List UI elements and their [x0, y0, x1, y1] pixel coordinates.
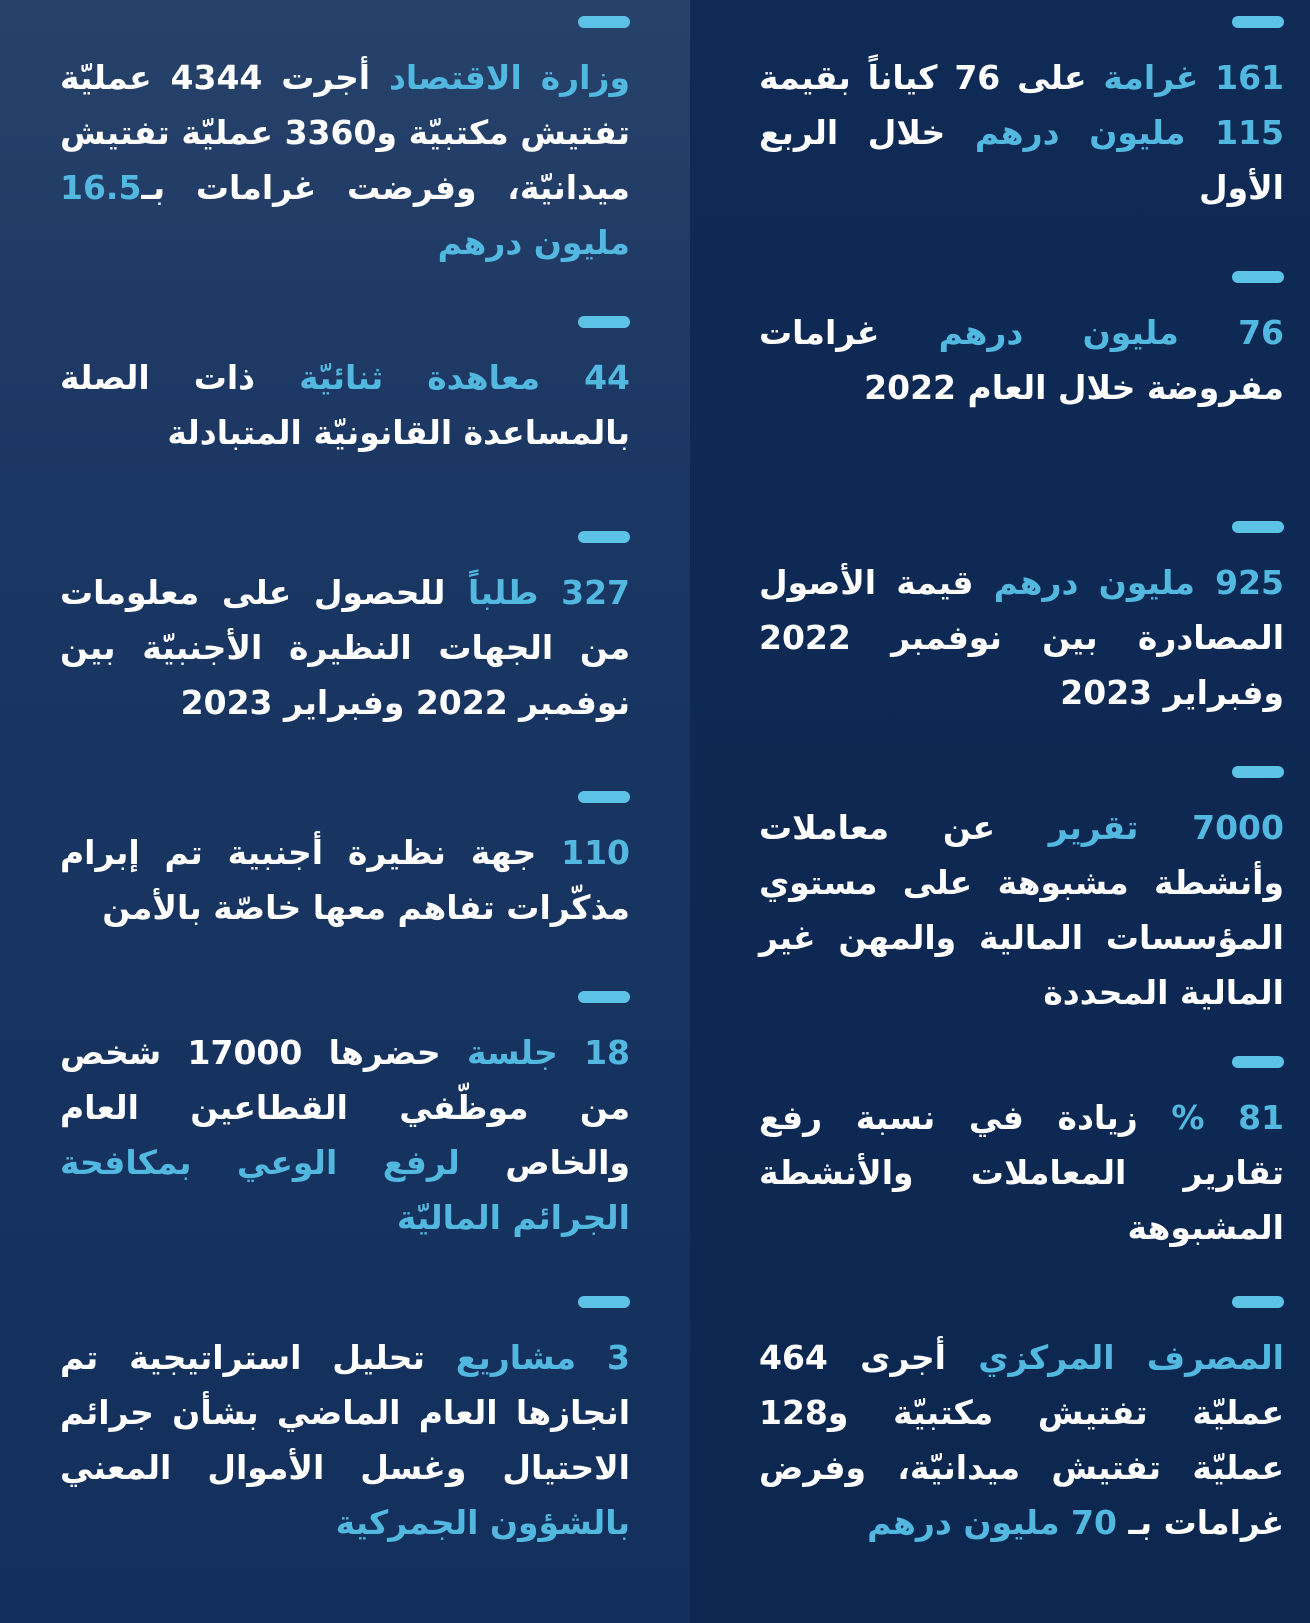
stat-fines-q1 [759, 50, 1284, 215]
stat-highlight-end: بالشؤون الجمركية [335, 1503, 630, 1542]
stat-highlight: 925 مليون درهم [993, 563, 1284, 602]
stat-awareness-sessions [60, 1025, 630, 1245]
stat-text: عن معاملات وأنشطة مشبوهة على مستوي المؤسسات المالية والمهن غير المالية المحددة [759, 808, 1284, 1012]
stat-confiscated-assets [759, 555, 1284, 720]
stat-text: على 76 كياناً بقيمة [759, 58, 1104, 97]
marker-bar [578, 791, 630, 803]
marker-bar [1232, 521, 1284, 533]
stat-highlight-end: 115 مليون درهم [974, 113, 1284, 152]
marker-bar [1232, 766, 1284, 778]
stat-fines-2022 [759, 305, 1284, 415]
right-column [690, 0, 1310, 1623]
stat-text: أجرت 4344 عمليّة تفتيش مكتبيّة و3360 عمليّة تفتيش ميدانيّة، وفرضت غرامات بـ [60, 58, 630, 207]
stat-highlight: 44 معاهدة ثنائيّة [299, 358, 631, 397]
stat-highlight: 3 مشاريع [455, 1338, 630, 1377]
stat-information-requests [60, 565, 630, 730]
stat-suspicious-reports [759, 800, 1284, 1020]
stat-text: زيادة في نسبة رفع تقارير المعاملات والأنشطة المشبوهة [759, 1098, 1284, 1247]
stat-highlight: 7000 تقرير [1048, 808, 1284, 847]
stat-text: تحليل استراتيجية تم انجازها العام الماضي بشأن جرائم الاحتيال وغسل الأموال المعني [60, 1338, 630, 1487]
stat-text: غرامات مفروضة خلال العام 2022 [759, 313, 1284, 407]
stat-text-end: خلال الربع الأول [759, 113, 1284, 207]
stat-highlight: 76 مليون درهم [938, 313, 1284, 352]
stat-text: ذات الصلة بالمساعدة القانونيّة المتبادلة [60, 358, 630, 452]
marker-bar [1232, 1296, 1284, 1308]
marker-bar [1232, 1056, 1284, 1068]
stat-reporting-increase [759, 1090, 1284, 1255]
stat-highlight: وزارة الاقتصاد [388, 58, 630, 97]
stat-highlight: 18 جلسة [466, 1033, 630, 1072]
stat-highlight-end: لرفع الوعي بمكافحة الجرائم الماليّة [60, 1143, 630, 1237]
stat-economy-ministry [60, 50, 630, 270]
marker-bar [578, 531, 630, 543]
marker-bar [1232, 271, 1284, 283]
stat-highlight: 81 % [1171, 1098, 1285, 1137]
marker-bar [578, 991, 630, 1003]
marker-bar [578, 1296, 630, 1308]
stat-highlight: 327 طلباً [468, 573, 631, 612]
stat-text: أجرى 464 عمليّة تفتيش مكتبيّة و128 عمليّة تفتيش ميدانيّة، وفرض غرامات بـ [759, 1338, 1284, 1542]
stat-foreign-counterparts [60, 825, 630, 935]
stat-highlight-end: 70 مليون درهم [867, 1503, 1117, 1542]
stat-text: للحصول على معلومات من الجهات النظيرة الأجنبيّة بين نوفمبر 2022 وفبراير 2023 [60, 573, 630, 722]
stat-highlight: 161 غرامة [1103, 58, 1284, 97]
stat-bilateral-treaties [60, 350, 630, 460]
stat-highlight-end: 16.5 مليون درهم [60, 168, 630, 262]
marker-bar [1232, 16, 1284, 28]
stat-highlight: المصرف المركزي [978, 1338, 1284, 1377]
stat-text: جهة نظيرة أجنبية تم إبرام مذكّرات تفاهم معها خاصّة بالأمن [60, 833, 630, 927]
stat-central-bank [759, 1330, 1284, 1550]
marker-bar [578, 16, 630, 28]
marker-bar [578, 316, 630, 328]
stat-strategic-projects [60, 1330, 630, 1550]
stat-highlight: 110 [561, 833, 630, 872]
stat-text: قيمة الأصول المصادرة بين نوفمبر 2022 وفبراير 2023 [759, 563, 1284, 712]
stat-text: حضرها 17000 شخص من موظّفي القطاعين العام والخاص [60, 1033, 630, 1182]
